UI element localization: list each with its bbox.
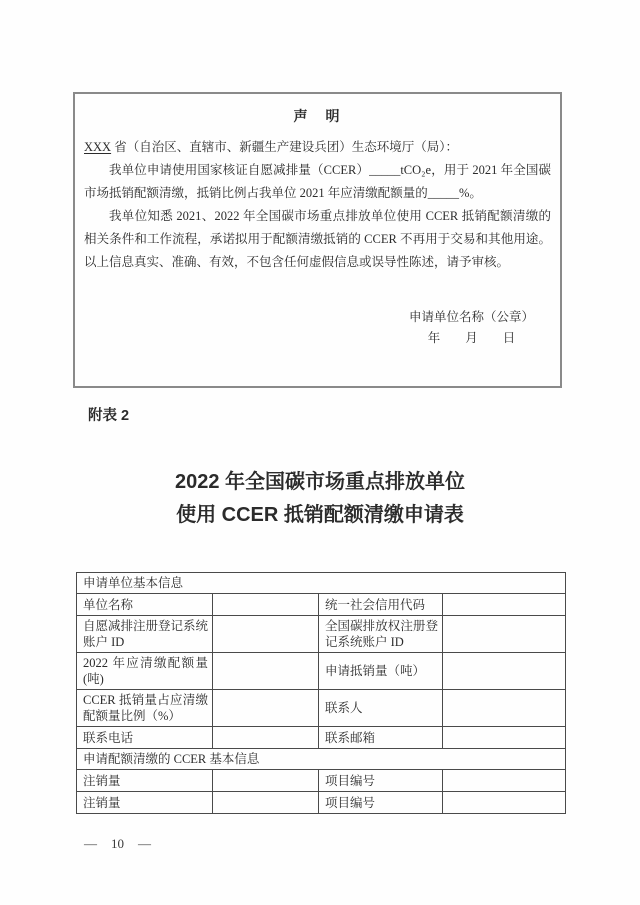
table-section-row — [77, 573, 566, 594]
form-title — [0, 466, 640, 532]
table-row — [77, 690, 566, 727]
field-value-contact-phone — [213, 727, 319, 749]
section-header-ccer-info: 申请配额清缴的 CCER 基本信息 — [77, 749, 566, 770]
field-label-cancel-amount-2: 注销量 — [77, 792, 213, 814]
table-row — [77, 653, 566, 690]
application-form-table — [76, 572, 566, 814]
table-row — [77, 616, 566, 653]
field-value-project-number-2 — [443, 792, 566, 814]
signature-date: 年 月 日 — [427, 331, 516, 345]
attachment-label: 附表 2 — [88, 408, 130, 424]
field-label-ccer-registry-id: 自愿减排注册登记系统账户 ID — [77, 616, 213, 653]
field-value-offset-ratio — [213, 690, 319, 727]
recipient-placeholder: XXX — [84, 140, 112, 154]
page-footer — [84, 836, 151, 852]
field-value-2022-quota — [213, 653, 319, 690]
field-value-project-number-1 — [443, 770, 566, 792]
declaration-title: 声 明 — [293, 110, 342, 125]
field-label-offset-ratio: CCER 抵销量占应清缴配额量比例（%） — [77, 690, 213, 727]
field-label-offset-amount: 申请抵销量（吨） — [319, 653, 443, 690]
field-value-ccer-registry-id — [213, 616, 319, 653]
field-label-project-number-1: 项目编号 — [319, 770, 443, 792]
field-label-2022-quota: 2022 年应清缴配额量(吨) — [77, 653, 213, 690]
table-section-row — [77, 749, 566, 770]
section-header-basic-info: 申请单位基本信息 — [77, 573, 566, 594]
form-title-line2: 使用 CCER 抵销配额清缴申请表 — [176, 504, 464, 526]
field-value-cancel-amount-1 — [213, 770, 319, 792]
field-value-contact-person — [443, 690, 566, 727]
declaration-paragraph-2: 我单位知悉 2021、2022 年全国碳市场重点排放单位使用 CCER 抵销配额清缴的相关条件和工作流程，承诺拟用于配额清缴抵销的 CCER 不再用于交易和其他用途。以上信息真实、准确、有效，不包含任何虚假信息或误导性陈述，请予审核。 — [84, 209, 551, 269]
table-row — [77, 727, 566, 749]
field-label-credit-code: 统一社会信用代码 — [319, 594, 443, 616]
footer-dash-left: — — [84, 836, 97, 851]
form-title-line1: 2022 年全国碳市场重点排放单位 — [174, 471, 466, 493]
table-row — [77, 594, 566, 616]
field-label-unit-name: 单位名称 — [77, 594, 213, 616]
footer-dash-right: — — [138, 836, 151, 851]
field-label-cancel-amount-1: 注销量 — [77, 770, 213, 792]
field-value-national-registry-id — [443, 616, 566, 653]
page-number: 10 — [111, 836, 124, 851]
field-value-unit-name — [213, 594, 319, 616]
field-value-contact-email — [443, 727, 566, 749]
field-label-project-number-2: 项目编号 — [319, 792, 443, 814]
declaration-box — [73, 92, 562, 388]
field-value-credit-code — [443, 594, 566, 616]
field-label-contact-phone: 联系电话 — [77, 727, 213, 749]
declaration-salutation — [84, 136, 551, 159]
field-value-offset-amount — [443, 653, 566, 690]
signature-block — [409, 307, 534, 349]
field-value-cancel-amount-2 — [213, 792, 319, 814]
table-row — [77, 770, 566, 792]
signature-unit-name: 申请单位名称（公章） — [408, 310, 534, 324]
field-label-national-registry-id: 全国碳排放权注册登记系统账户 ID — [319, 616, 443, 653]
salutation-text: 省（自治区、直辖市、新疆生产建设兵团）生态环境厅（局）： — [111, 140, 458, 154]
field-label-contact-email: 联系邮箱 — [319, 727, 443, 749]
declaration-paragraph-1: 我单位申请使用国家核证自愿减排量（CCER）_____tCO₂e，用于 2021 年全国碳市场抵销配额清缴，抵销比例占我单位 2021 年应清缴配额量的_____%。 — [84, 163, 551, 200]
table-row — [77, 792, 566, 814]
field-label-contact-person: 联系人 — [319, 690, 443, 727]
